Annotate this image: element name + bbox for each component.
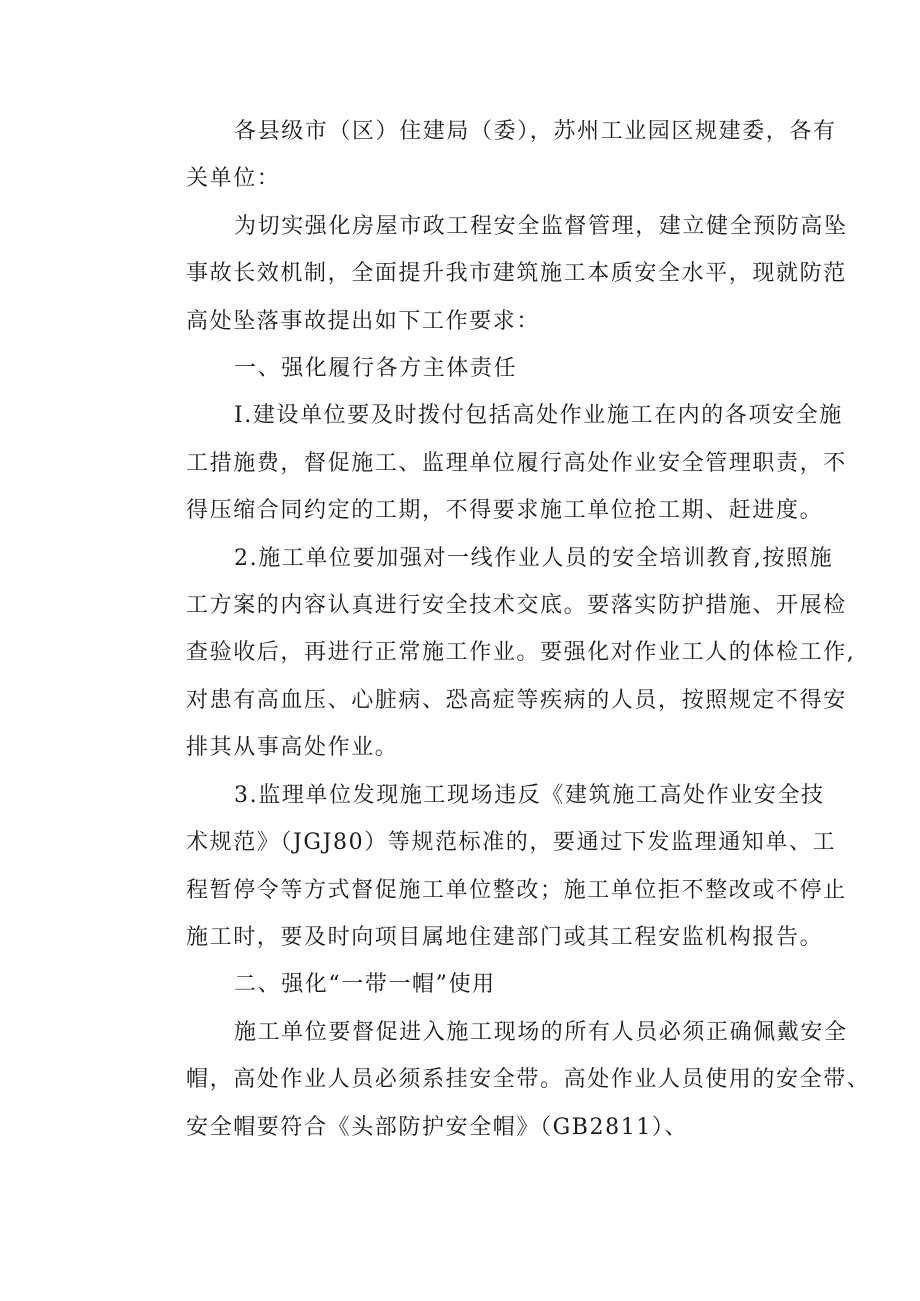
text-line: 工措施费，督促施工、监理单位履行高处作业安全管理职责，不: [186, 450, 847, 476]
text-line: 2.施工单位要加强对一线作业人员的安全培训教育,按照施: [234, 545, 834, 571]
text-line: 事故长效机制，全面提升我市建筑施工本质安全水平，现就防范: [186, 261, 847, 287]
section-2-paragraph: [138, 1009, 871, 1151]
text-line: I.建设单位要及时拨付包括高处作业施工在内的各项安全施: [234, 403, 843, 429]
section-heading-2: [138, 961, 790, 1008]
text-line: 高处坠落事故提出如下工作要求：: [186, 308, 541, 334]
text-line: 3.监理单位发现施工现场违反《建筑施工高处作业安全技: [234, 782, 825, 808]
text-line: 关单位：: [186, 166, 281, 192]
text-line: 各县级市（区）住建局（委），苏州工业园区规建委，各有: [234, 119, 837, 144]
text-line: 帽，高处作业人员必须系挂安全带。高处作业人员使用的安全带、: [186, 1067, 871, 1093]
intro-paragraph: [138, 203, 848, 345]
text-line: 二、强化“一带一帽”使用: [234, 972, 496, 998]
text-line: 安全帽要符合《头部防护安全帽》（GB2811）、: [186, 1114, 689, 1140]
item-2-paragraph: [138, 535, 856, 772]
item-1-paragraph: [138, 392, 847, 534]
text-line: 对患有高血压、心脏病、恐高症等疾病的人员，按照规定不得安: [186, 687, 847, 713]
text-line: 术规范》（JGJ80）等规范标准的，要通过下发监理通知单、工: [186, 830, 837, 856]
text-line: 程暂停令等方式督促施工单位整改；施工单位拒不整改或不停止: [186, 877, 847, 903]
text-line: 为切实强化房屋市政工程安全监督管理，建立健全预防高坠: [234, 213, 848, 239]
text-line: 得压缩合同约定的工期，不得要求施工单位抢工期、赶进度。: [186, 498, 824, 524]
text-line: 施工单位要督促进入施工现场的所有人员必须正确佩戴安全: [234, 1019, 848, 1045]
document-body: [138, 108, 871, 1151]
text-line: 工方案的内容认真进行安全技术交底。要落实防护措施、开展检: [186, 593, 847, 619]
text-line: 排其从事高处作业。: [186, 735, 399, 761]
salutation-paragraph: [138, 108, 837, 203]
section-heading-1: [138, 345, 790, 392]
text-line: 施工时，要及时向项目属地住建部门或其工程安监机构报告。: [186, 924, 824, 950]
text-line: 一、强化履行各方主体责任: [234, 356, 518, 382]
text-line: 查验收后，再进行正常施工作业。要强化对作业工人的体检工作,: [186, 640, 856, 666]
item-3-paragraph: [138, 772, 847, 962]
